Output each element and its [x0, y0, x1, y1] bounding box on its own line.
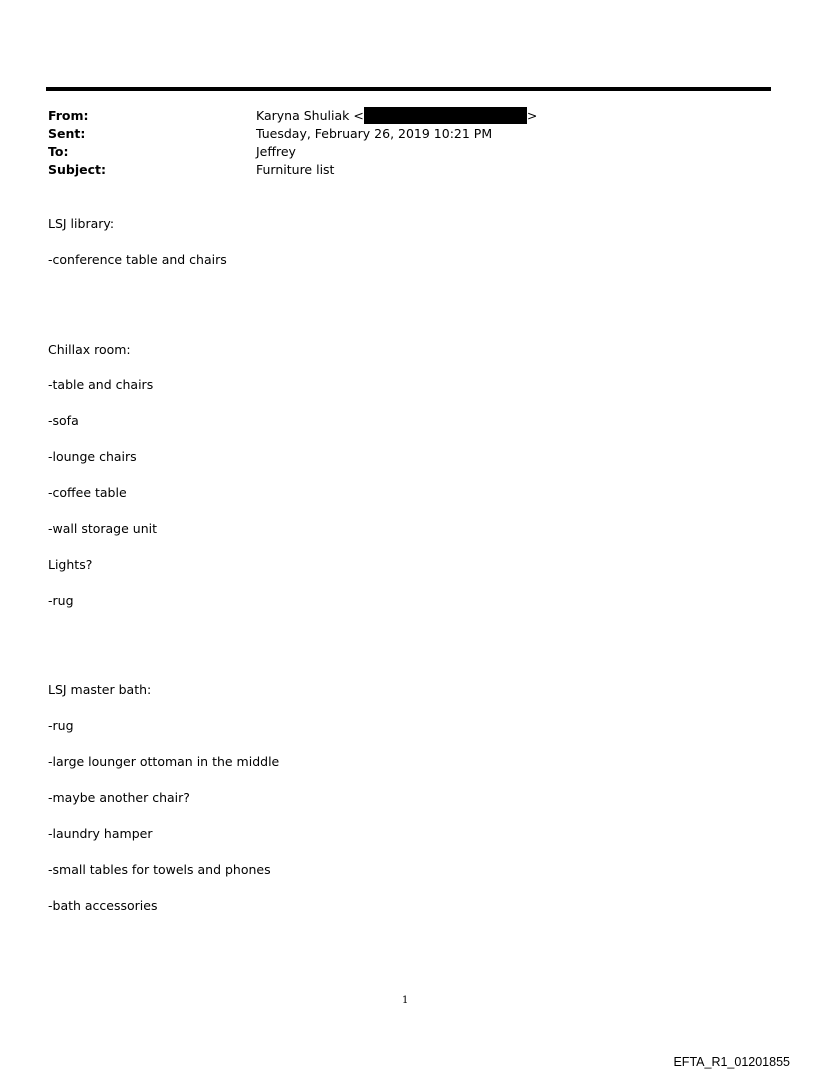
header-divider	[46, 87, 771, 91]
list-item: -conference table and chairs	[48, 252, 227, 267]
list-item: -maybe another chair?	[48, 790, 190, 805]
sent-value: Tuesday, February 26, 2019 10:21 PM	[256, 126, 493, 141]
list-item: -lounge chairs	[48, 449, 137, 464]
list-item: -bath accessories	[48, 898, 158, 913]
bates-number: EFTA_R1_01201855	[673, 1055, 790, 1069]
list-item: -wall storage unit	[48, 521, 157, 536]
subject-value: Furniture list	[256, 162, 335, 177]
list-item: -rug	[48, 718, 74, 733]
list-item: -table and chairs	[48, 377, 154, 392]
from-label: From:	[48, 108, 89, 123]
section-heading-lsj-library: LSJ library:	[48, 216, 115, 231]
list-item: -rug	[48, 593, 74, 608]
email-close-bracket: >	[526, 108, 538, 123]
sender-name: Karyna Shuliak <	[256, 108, 364, 123]
list-item: -coffee table	[48, 485, 127, 500]
list-item: -sofa	[48, 413, 79, 428]
to-label: To:	[48, 144, 69, 159]
sent-label: Sent:	[48, 126, 86, 141]
subject-label: Subject:	[48, 162, 106, 177]
redacted-email-address	[364, 107, 527, 124]
to-value: Jeffrey	[256, 144, 296, 159]
from-value	[256, 107, 537, 125]
section-heading-chillax-room: Chillax room:	[48, 342, 131, 357]
list-item: -small tables for towels and phones	[48, 862, 271, 877]
list-item: Lights?	[48, 557, 93, 572]
page-number: 1	[402, 995, 409, 1006]
section-heading-lsj-master-bath: LSJ master bath:	[48, 682, 152, 697]
list-item: -laundry hamper	[48, 826, 153, 841]
list-item: -large lounger ottoman in the middle	[48, 754, 280, 769]
